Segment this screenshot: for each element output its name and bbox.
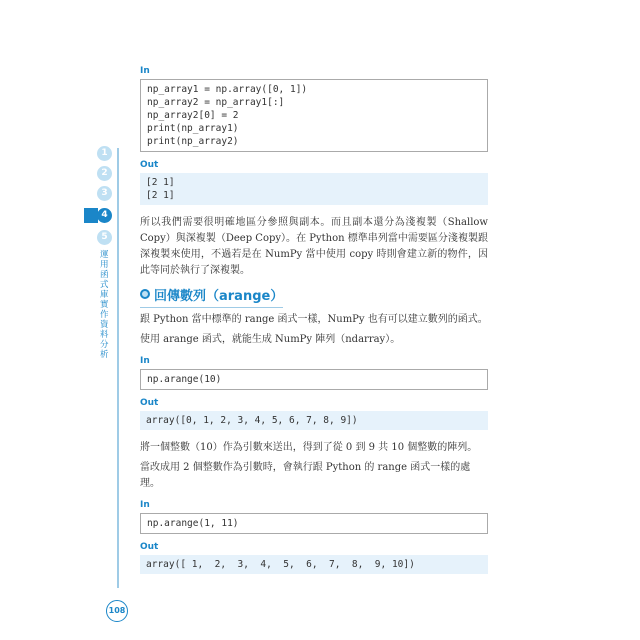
chapter-1[interactable]: 1 (97, 146, 112, 161)
out-label: Out (140, 542, 159, 552)
main-content (140, 66, 488, 574)
chapter-3[interactable]: 3 (97, 186, 112, 201)
chapter-5[interactable]: 5 (97, 230, 112, 245)
paragraph: 使用 arange 函式，就能生成 NumPy 陣列（ndarray）。 (140, 334, 401, 345)
code-input: np_array1 = np.array([0, 1]) np_array2 = np_array1[:] np_array2[0] = 2 print(np_array1) print(np_array2) (140, 79, 488, 152)
out-label: Out (140, 160, 159, 170)
in-label: In (140, 356, 150, 366)
paragraph: 當改成用 2 個整數作為引數時，會執行跟 Python 的 range 函式一樣的處理。 (140, 462, 471, 489)
active-chapter-marker (84, 208, 98, 223)
paragraph: 所以我們需要很明確地區分參照與副本。而且副本還分為淺複製（Shallow Copy）與深複製（Deep Copy）。在 Python 標準串列當中需要區分淺複製跟深複製來使用，不過若是在 NumPy 當中使用 copy 時則會建立新的物件，因此等同於執行了深複製。 (140, 217, 488, 276)
chapter-2[interactable]: 2 (97, 166, 112, 181)
out-label: Out (140, 398, 159, 408)
paragraph: 將一個整數（10）作為引數來送出，得到了從 0 到 9 共 10 個整數的陣列。 (140, 442, 478, 453)
circle-bullet-icon (140, 289, 150, 299)
in-label: In (140, 66, 150, 76)
section-heading (140, 289, 283, 308)
code-output: array([0, 1, 2, 3, 4, 5, 6, 7, 8, 9]) (140, 411, 488, 430)
code-output: array([ 1, 2, 3, 4, 5, 6, 7, 8, 9, 10]) (140, 555, 488, 574)
chapter-title: 運用函式庫實作資料分析 (100, 250, 109, 360)
heading-text: 回傳數列（arange） (154, 289, 284, 304)
in-label: In (140, 500, 150, 510)
chapter-4[interactable]: 4 (97, 208, 112, 223)
code-input: np.arange(10) (140, 369, 488, 390)
code-output: [2 1] [2 1] (140, 173, 488, 205)
code-input: np.arange(1, 11) (140, 513, 488, 534)
sidebar-line (117, 148, 119, 588)
paragraph: 跟 Python 當中標準的 range 函式一樣，NumPy 也有可以建立數列的函式。 (140, 314, 488, 325)
page-number: 108 (106, 600, 128, 622)
